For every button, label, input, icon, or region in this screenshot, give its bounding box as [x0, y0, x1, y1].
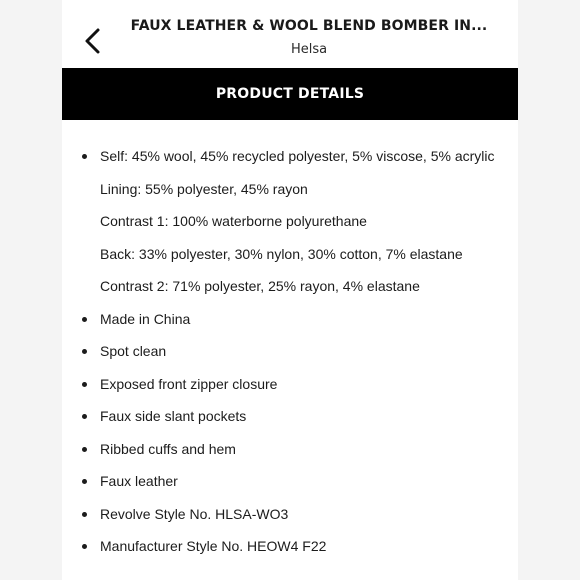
- detail-text: Faux leather: [100, 473, 178, 489]
- detail-item: [62, 140, 518, 173]
- brand-name: Helsa: [290, 42, 328, 57]
- detail-item: [62, 465, 518, 498]
- product-details-panel: [62, 0, 518, 580]
- bullet-icon: [82, 382, 87, 387]
- detail-item: [62, 270, 518, 303]
- section-header: [62, 68, 518, 120]
- detail-item: [62, 335, 518, 368]
- back-button[interactable]: [80, 24, 106, 58]
- detail-text: Manufacturer Style No. HEOW4 F22: [100, 538, 327, 554]
- detail-text: Contrast 1: 100% waterborne polyurethane: [100, 213, 367, 229]
- detail-item: [62, 498, 518, 531]
- right-margin: [518, 0, 580, 580]
- detail-item: [62, 400, 518, 433]
- detail-item: [62, 433, 518, 466]
- detail-item: [62, 238, 518, 271]
- detail-text: Lining: 55% polyester, 45% rayon: [100, 180, 308, 197]
- detail-text: Spot clean: [100, 343, 167, 359]
- section-title: PRODUCT DETAILS: [215, 86, 365, 102]
- detail-text: Self: 45% wool, 45% recycled polyester, 5% viscose, 5% acrylic: [100, 148, 495, 164]
- product-title: FAUX LEATHER & WOOL BLEND BOMBER IN...: [130, 18, 488, 34]
- bullet-icon: [82, 154, 87, 159]
- detail-text: Revolve Style No. HLSA-WO3: [100, 505, 289, 522]
- details-list: [62, 140, 518, 563]
- bullet-icon: [82, 349, 87, 354]
- bullet-icon: [82, 414, 87, 419]
- left-margin: [0, 0, 62, 580]
- bullet-icon: [82, 479, 87, 484]
- detail-item: [62, 303, 518, 336]
- bullet-icon: [82, 544, 87, 549]
- detail-text: Ribbed cuffs and hem: [100, 440, 236, 457]
- title-block: [118, 18, 500, 57]
- detail-item: [62, 368, 518, 401]
- detail-text: Contrast 2: 71% polyester, 25% rayon, 4% elastane: [100, 278, 420, 294]
- header: [62, 0, 518, 68]
- detail-item: [62, 173, 518, 206]
- bullet-icon: [82, 317, 87, 322]
- bullet-icon: [82, 512, 87, 517]
- chevron-left-icon: [80, 24, 106, 58]
- detail-text: Exposed front zipper closure: [100, 375, 278, 392]
- detail-item: [62, 205, 518, 238]
- detail-text: Faux side slant pockets: [100, 408, 247, 424]
- detail-text: Made in China: [100, 310, 191, 327]
- detail-text: Back: 33% polyester, 30% nylon, 30% cotton, 7% elastane: [100, 245, 463, 262]
- detail-item: [62, 530, 518, 563]
- bullet-icon: [82, 447, 87, 452]
